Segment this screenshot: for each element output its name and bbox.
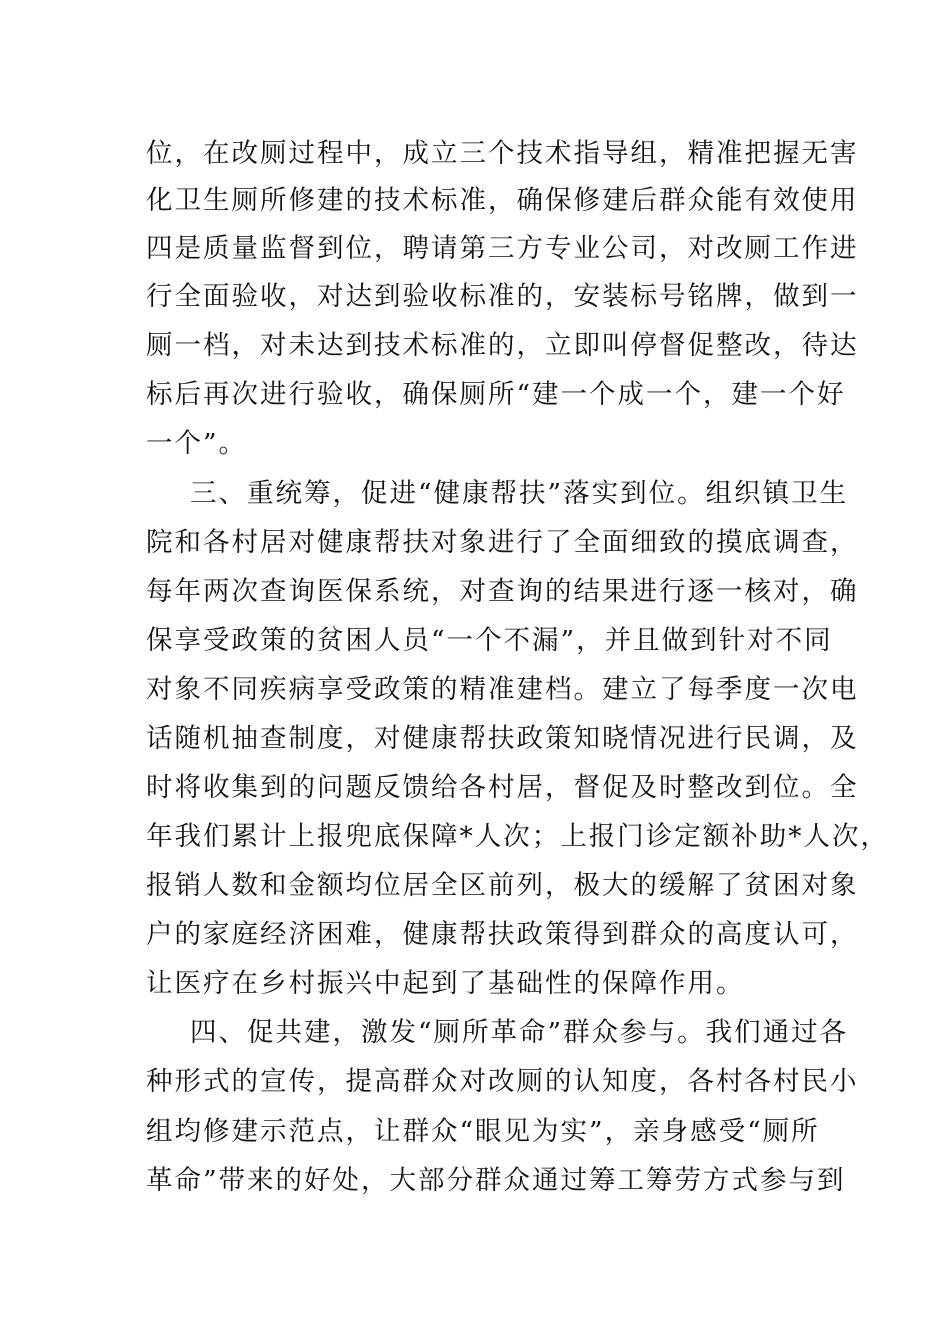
text-line: 四是质量监督到位，聘请第三方专业公司，对改厕工作进 — [146, 233, 859, 264]
text-line: 厕一档，对未达到技术标准的，立即叫停督促整改，待达 — [146, 330, 859, 361]
text-line: 话随机抽查制度，对健康帮扶政策知晓情况进行民调，及 — [146, 723, 859, 754]
text-line: 种形式的宣传，提高群众对改厕的认知度，各村各村民小 — [146, 1066, 859, 1097]
paragraph-start-line: 三、重统筹，促进“健康帮扶”落实到位。组织镇卫生 — [190, 478, 849, 509]
text-line: 户的家庭经济困难，健康帮扶政策得到群众的高度认可， — [146, 919, 859, 950]
text-line: 标后再次进行验收，确保厕所“建一个成一个，建一个好 — [146, 379, 846, 410]
text-line: 保享受政策的贫困人员“一个不漏”，并且做到针对不同 — [146, 625, 833, 656]
text-line: 报销人数和金额均位居全区前列，极大的缓解了贫困对象 — [146, 870, 859, 901]
text-line: 一个”。 — [146, 428, 248, 459]
text-line: 时将收集到的问题反馈给各村居，督促及时整改到位。全 — [146, 772, 859, 803]
paragraph-start-line: 四、促共建，激发“厕所革命”群众参与。我们通过各 — [190, 1017, 849, 1048]
text-line: 组均修建示范点，让群众“眼见为实”，亲身感受“厕所 — [146, 1116, 820, 1147]
text-line: 让医疗在乡村振兴中起到了基础性的保障作用。 — [146, 968, 745, 999]
text-line: 对象不同疾病享受政策的精准建档。建立了每季度一次电 — [146, 674, 859, 705]
text-line: 每年两次查询医保系统，对查询的结果进行逐一核对，确 — [146, 576, 859, 607]
text-line: 革命”带来的好处，大部分群众通过筹工筹劳方式参与到 — [146, 1165, 846, 1196]
text-line: 行全面验收，对达到验收标准的，安装标号铭牌，做到一 — [146, 281, 859, 312]
text-line: 化卫生厕所修建的技术标准，确保修建后群众能有效使用 — [146, 185, 859, 216]
text-line: 年我们累计上报兜底保障*人次；上报门诊定额补助*人次， — [146, 821, 889, 852]
text-line: 位，在改厕过程中，成立三个技术指导组，精准把握无害 — [146, 138, 859, 169]
text-line: 院和各村居对健康帮扶对象进行了全面细致的摸底调查， — [146, 527, 859, 558]
